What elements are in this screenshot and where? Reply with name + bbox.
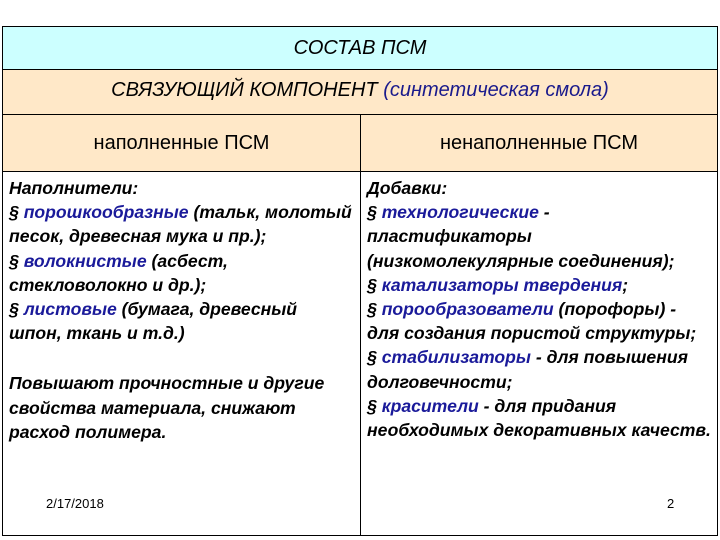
item-text: - пластификаторы (низкомолекулярные соединения); bbox=[367, 202, 675, 271]
item-text: (тальк, молотый песок, древесная мука и пр.); bbox=[9, 202, 352, 247]
item-text: (порофоры) - для создания пористой структуры; bbox=[367, 299, 697, 344]
item-term: листовые bbox=[23, 299, 117, 320]
list-item bbox=[9, 249, 354, 297]
bullet-icon: § bbox=[9, 250, 19, 271]
item-term: технологические bbox=[381, 202, 539, 223]
bullet-icon: § bbox=[367, 202, 377, 223]
bullet-icon: § bbox=[9, 299, 19, 320]
list-item bbox=[367, 273, 711, 297]
list-item bbox=[367, 297, 711, 345]
item-term: красители bbox=[381, 395, 479, 416]
list-item bbox=[367, 394, 711, 442]
slide-date: 2/17/2018 bbox=[46, 496, 104, 511]
item-term: волокнистые bbox=[23, 250, 147, 271]
fillers-summary: Повышают прочностные и другие свойства материала, снижают расход полимера. bbox=[9, 373, 325, 442]
item-term: катализаторы твердения bbox=[381, 274, 623, 295]
list-item bbox=[9, 297, 354, 345]
bullet-icon: § bbox=[367, 299, 377, 320]
item-text: (асбест, стекловолокно и др.); bbox=[9, 250, 228, 295]
bullet-icon: § bbox=[367, 274, 377, 295]
item-text: (бумага, древесный шпон, ткань и т.д.) bbox=[9, 299, 298, 344]
page-title bbox=[2, 26, 718, 70]
bullet-icon: § bbox=[367, 395, 377, 416]
binder-note: (синтетическая смола) bbox=[383, 78, 609, 101]
item-term: стабилизаторы bbox=[381, 347, 531, 368]
item-term: порошкообразные bbox=[23, 202, 189, 223]
title-text: СОСТАВ ПСМ bbox=[293, 36, 427, 59]
list-item bbox=[367, 345, 711, 393]
slide-number: 2 bbox=[667, 496, 675, 511]
binder-row bbox=[2, 70, 718, 115]
column-header-filled bbox=[2, 115, 361, 172]
fillers-column bbox=[2, 172, 361, 536]
list-item bbox=[9, 200, 354, 248]
column-header-filled-text: наполненные ПСМ bbox=[93, 131, 270, 154]
bullet-icon: § bbox=[9, 202, 19, 223]
list-item bbox=[367, 200, 711, 273]
bullet-icon: § bbox=[367, 347, 377, 368]
item-text: - для придания необходимых декоративных качеств. bbox=[367, 395, 711, 441]
item-text: - для повышения долговечности; bbox=[367, 347, 688, 392]
item-term: порообразователи bbox=[381, 299, 554, 320]
item-text: ; bbox=[622, 274, 629, 295]
binder-label: СВЯЗУЮЩИЙ КОМПОНЕНТ bbox=[111, 78, 378, 101]
fillers-heading: Наполнители: bbox=[9, 178, 139, 198]
additives-heading: Добавки: bbox=[367, 178, 448, 198]
column-header-unfilled bbox=[360, 115, 718, 172]
column-header-unfilled-text: ненаполненные ПСМ bbox=[439, 131, 639, 154]
additives-column bbox=[360, 172, 718, 536]
